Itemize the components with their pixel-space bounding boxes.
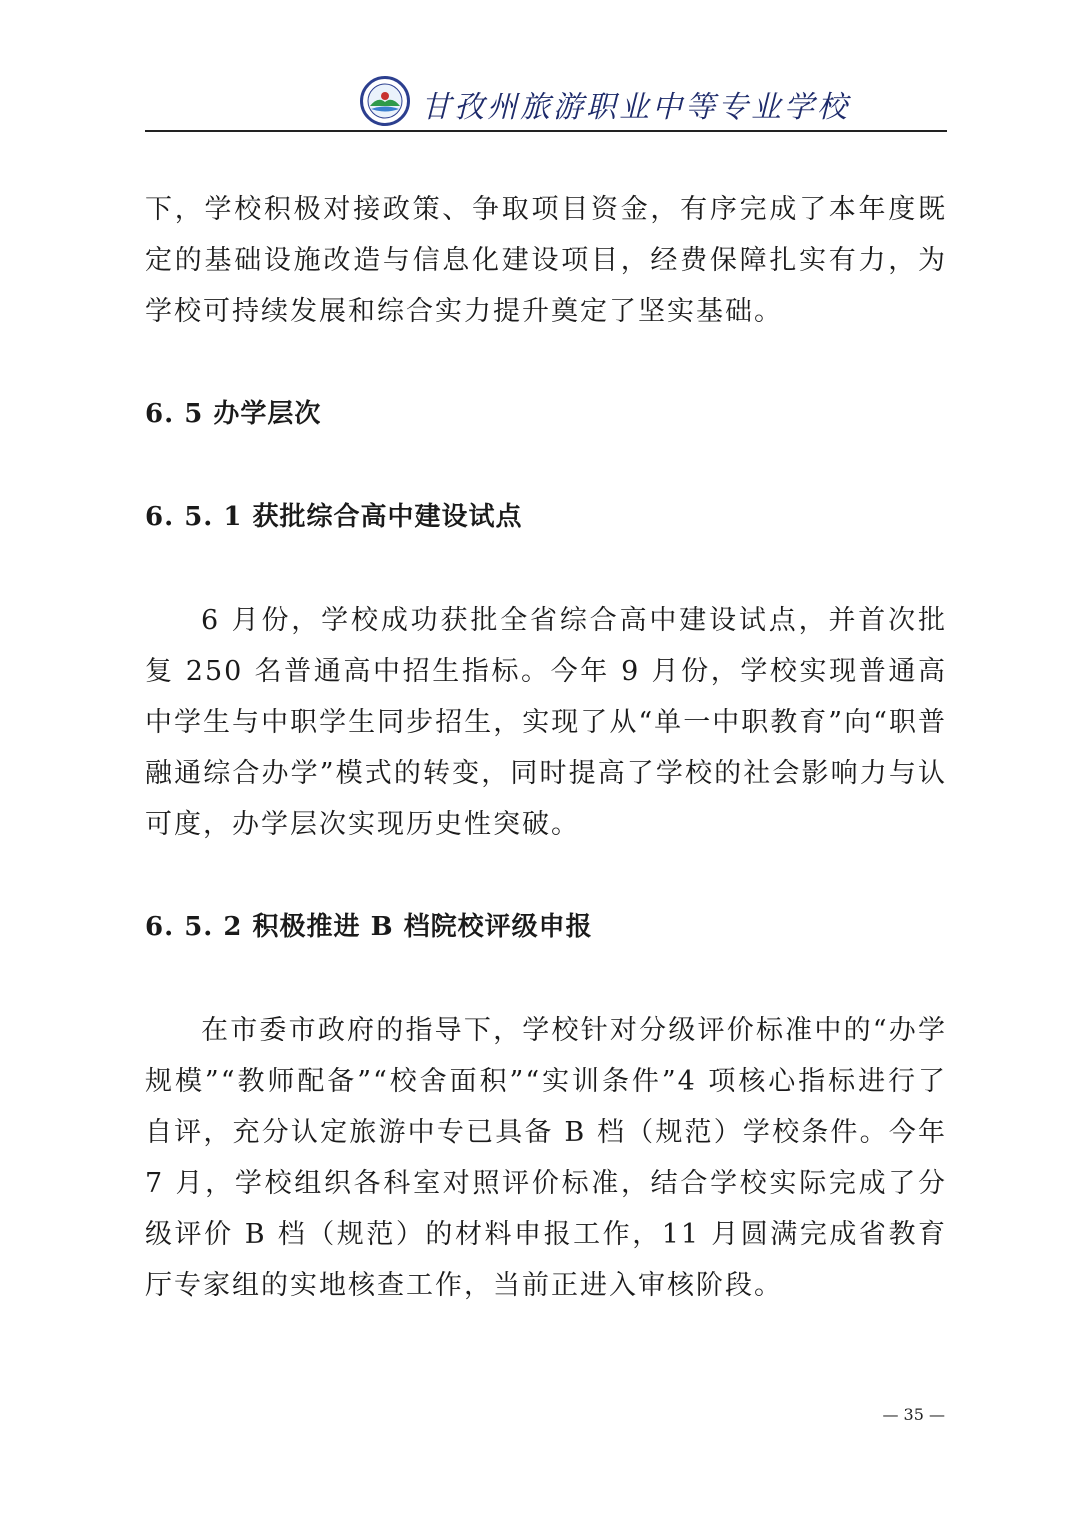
section-heading-6-5-1: 6. 5. 1 获批综合高中建设试点: [145, 502, 523, 532]
document-body: [145, 184, 947, 1311]
section-heading-6-5-2: 6. 5. 2 积极推进 B 档院校评级申报: [145, 912, 593, 942]
page-header: [145, 68, 947, 132]
page-number: — 35 —: [882, 1405, 945, 1424]
section-heading-6-5: 6. 5 办学层次: [145, 399, 322, 429]
school-name: 甘孜州旅游职业中等专业学校: [421, 90, 850, 125]
intro-paragraph: 下，学校积极对接政策、争取项目资金，有序完成了本年度既定的基础设施改造与信息化建设项目，经费保障扎实有力，为学校可持续发展和综合实力提升奠定了坚实基础。: [145, 194, 947, 327]
section-paragraph-6-5-2: 在市委市政府的指导下，学校针对分级评价标准中的“办学规模”“教师配备”“校舍面积”“实训条件”4 项核心指标进行了自评，充分认定旅游中专已具备 B 档（规范）学校条件。今年 7 月，学校组织各科室对照评价标准，结合学校实际完成了分级评价 B 档（规范）的材料申报工作，11 月圆满完成省教育厅专家组的实地核查工作，当前正进入审核阶段。: [145, 1015, 947, 1301]
school-emblem-icon: [360, 76, 410, 126]
section-paragraph-6-5-1: 6 月份，学校成功获批全省综合高中建设试点，并首次批复 250 名普通高中招生指标。今年 9 月份，学校实现普通高中学生与中职学生同步招生，实现了从“单一中职教育”向“职普融通综合办学”模式的转变，同时提高了学校的社会影响力与认可度，办学层次实现历史性突破。: [145, 605, 947, 840]
